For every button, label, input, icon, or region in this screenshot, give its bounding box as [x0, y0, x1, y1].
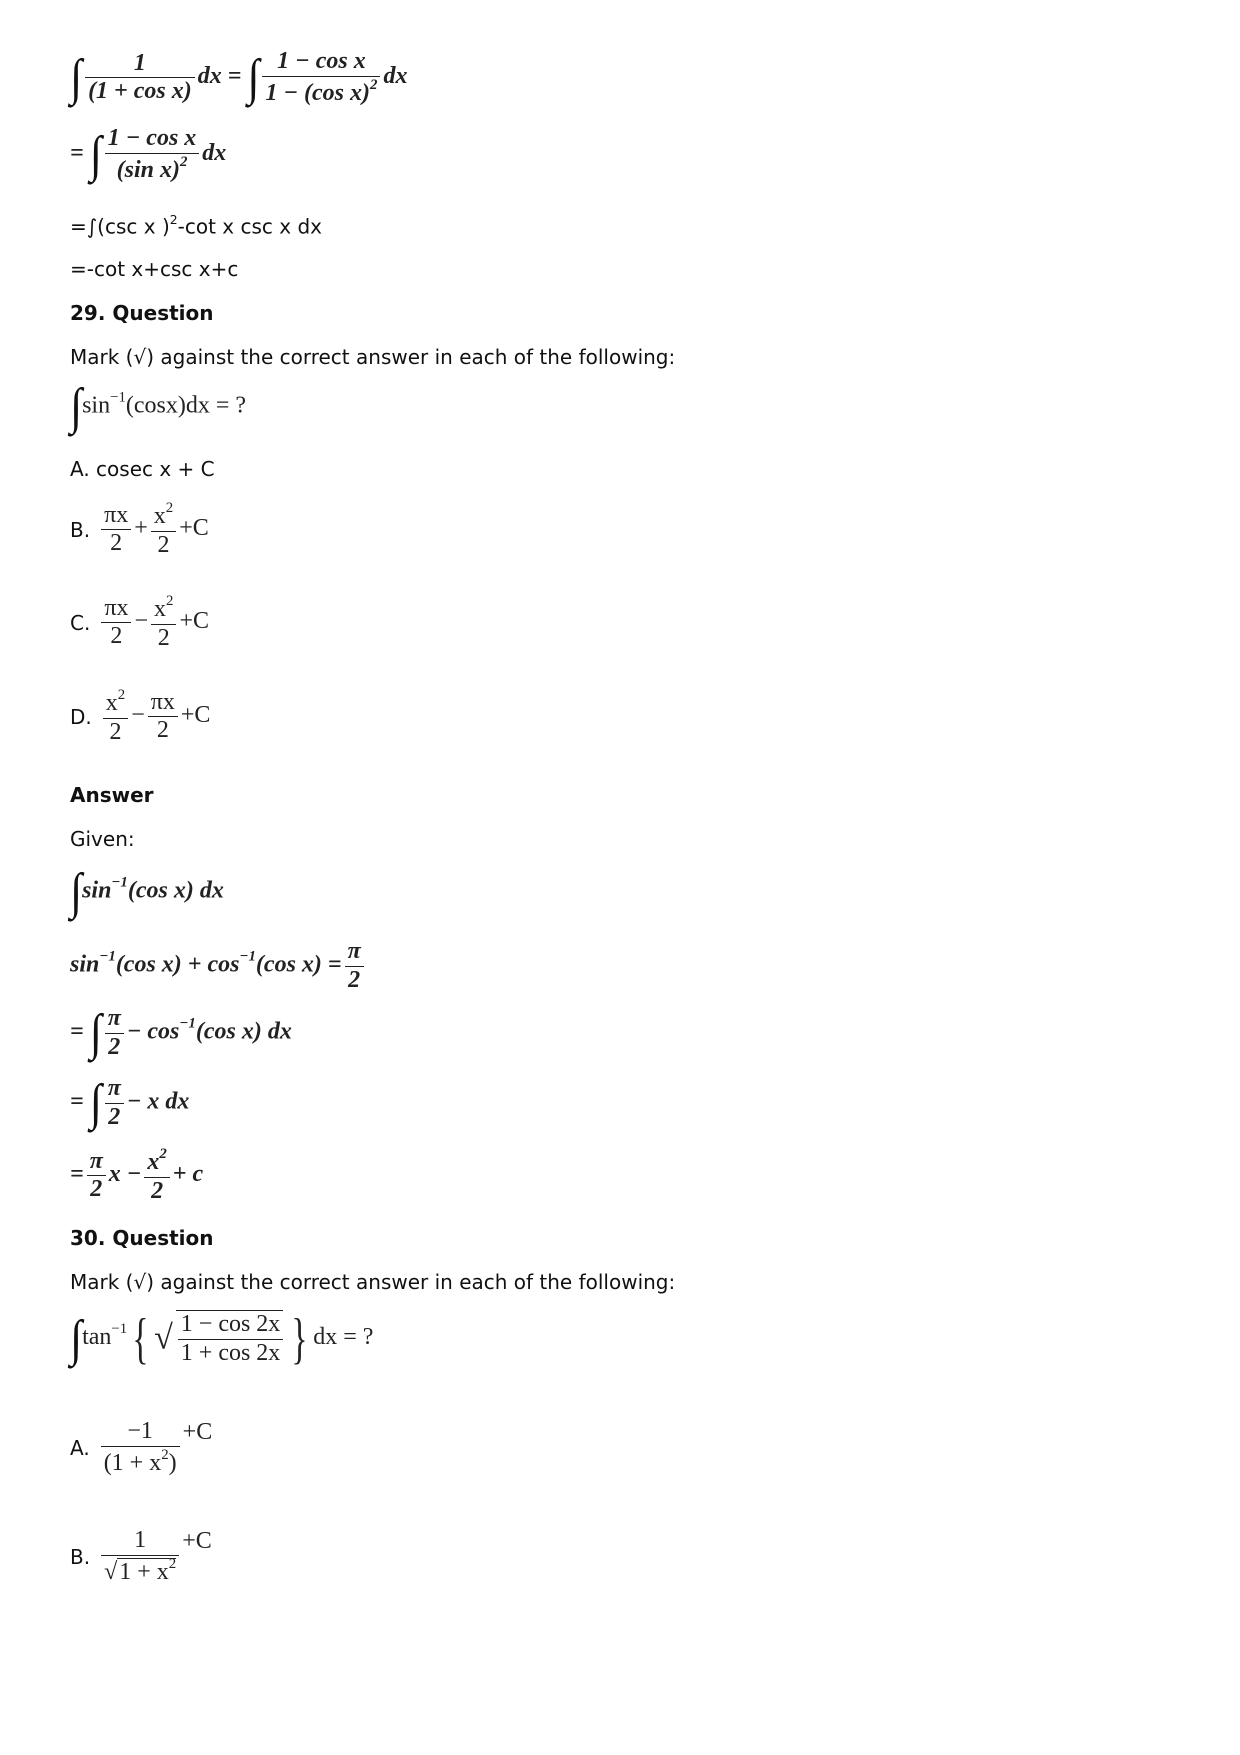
integral-sign: ∫ — [70, 378, 83, 435]
eq-text: dx — [383, 63, 408, 90]
eq-step-3: =∫(csc x )$^2$-cot x csc x dx — [70, 212, 322, 239]
option-b[interactable]: B. $\frac{1}{√1 + x^2}$ +C — [70, 1527, 212, 1585]
integral-sign: ∫ — [89, 1074, 102, 1131]
eq-text: dx = — [197, 63, 242, 90]
solution-step-2: $\sin^{-1}(\cos$ $x) + \cos^{-1}(\cos$ x) = $\frac{\pi}{2}$ — [70, 938, 367, 994]
eq-step-2 — [70, 125, 226, 184]
option-a[interactable]: A. $\frac{-1}{(1 + x^2)}$ +C — [70, 1418, 213, 1476]
eq-text: = — [70, 140, 84, 167]
fraction — [262, 48, 380, 107]
sqrt-icon: √ — [154, 1319, 173, 1357]
eq-text: dx — [202, 140, 227, 167]
question-expression: $\int\tan^{-1}${ √ $\frac{1 - \cos 2x}{1 + \cos 2x}$ } dx = ? — [70, 1307, 374, 1370]
solution-step-1: $\int\sin^{-1}(\cos$ x) dx — [70, 863, 224, 920]
question-heading: 30. Question — [70, 1226, 214, 1250]
integral-sign: ∫ — [89, 125, 102, 183]
question-instruction: Mark (√) against the correct answer in each of the following: — [70, 1270, 676, 1294]
question-instruction: Mark (√) against the correct answer in each of the following: — [70, 345, 676, 369]
denominator: (sin x)$^2$ — [105, 153, 200, 185]
denominator: 1 − (cos x)$^2$ — [262, 76, 380, 108]
integral-sign: ∫ — [70, 863, 83, 920]
given-label: Given: — [70, 827, 135, 851]
right-brace: } — [291, 1307, 308, 1370]
denominator: (1 + cos x) — [85, 77, 195, 106]
integral-sign: ∫ — [70, 1309, 83, 1367]
integral-sign: ∫ — [247, 48, 260, 106]
left-brace: { — [132, 1307, 149, 1370]
numerator: 1 − cos x — [107, 125, 197, 151]
question-expression: $\int\sin^{-1}(\cos x)dx$ = ? — [70, 378, 247, 435]
numerator: 1 — [133, 49, 146, 76]
integral-sign: ∫ — [70, 48, 83, 106]
fraction — [105, 125, 200, 184]
option-a[interactable]: A. cosec x + C — [70, 457, 215, 481]
option-d[interactable]: D. $\frac{x^2}{2}$ − $\frac{\pi x}{2}$ +C — [70, 687, 211, 745]
numerator: 1 − cos x — [277, 48, 366, 74]
fraction — [85, 50, 195, 106]
option-b[interactable]: B. $\frac{\pi x}{2}$ + $\frac{x^2}{2}$ +C — [70, 500, 209, 558]
eq-step-4: =-cot x+csc x+c — [70, 257, 239, 281]
eq-step-1 — [70, 48, 407, 107]
solution-step-3: = ∫ $\frac{\pi}{2}$ − $\cos^{-1}(\cos$ x) dx — [70, 1004, 292, 1061]
solution-step-5: = $\frac{\pi}{2}$ x − $\frac{x^2}{2}$ + c — [70, 1146, 204, 1204]
solution-step-4: = ∫ $\frac{\pi}{2}$ − x dx — [70, 1074, 190, 1131]
question-heading: 29. Question — [70, 301, 214, 325]
option-c[interactable]: C. $\frac{\pi x}{2}$ − $\frac{x^2}{2}$ +C — [70, 593, 209, 651]
answer-heading: Answer — [70, 783, 154, 807]
integral-sign: ∫ — [89, 1004, 102, 1061]
